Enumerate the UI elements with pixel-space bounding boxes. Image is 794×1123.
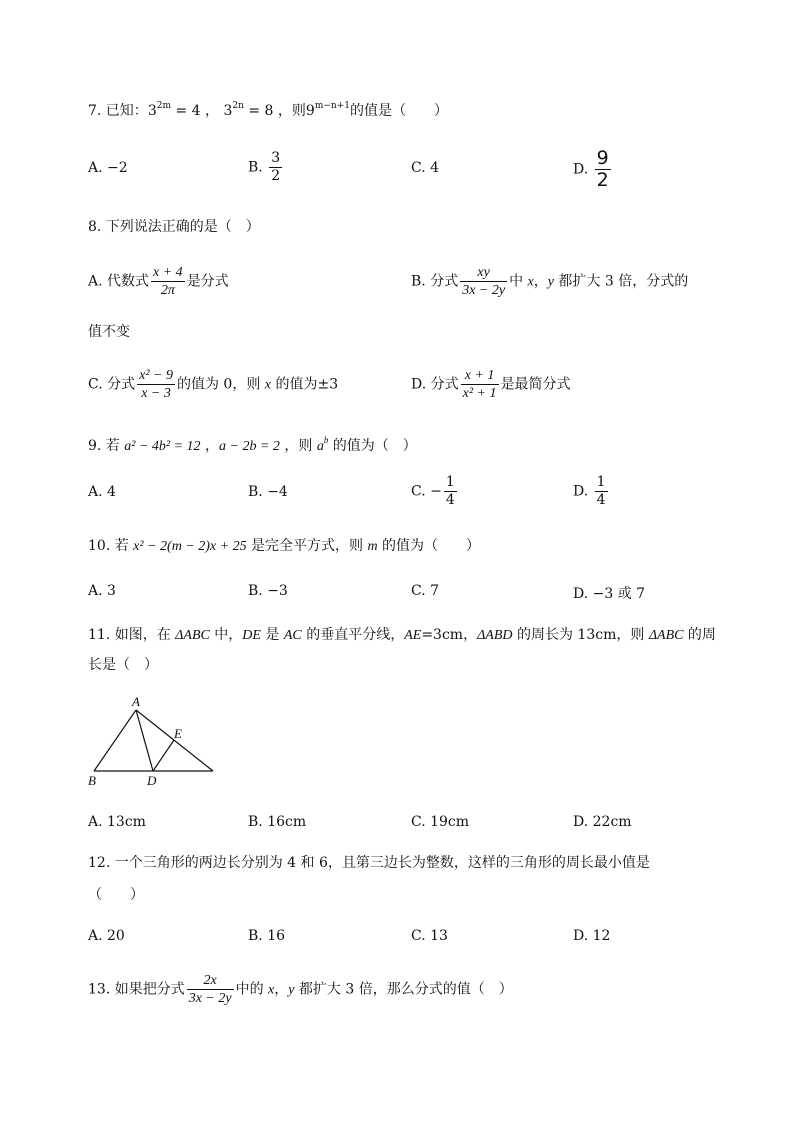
q11-stem-text-f: 的周长为 13cm，则: [512, 627, 649, 643]
q10-option-a[interactable]: A. 3: [88, 583, 116, 599]
fraction-numerator: x + 4: [153, 265, 183, 280]
q9-option-c[interactable]: [411, 474, 459, 509]
q10-variable: m: [367, 539, 378, 554]
q9-equation-2: a − 2b = 2: [219, 439, 280, 454]
q8-option-b-label: B. 分式: [411, 273, 459, 290]
vertex-label-d: D: [147, 773, 157, 788]
fraction-numerator: xy: [477, 265, 490, 280]
q11-stem-continuation: 长是（ ）: [88, 657, 158, 673]
q11-stem-text-g: 的周: [683, 627, 716, 643]
fraction-denominator: 2π: [160, 283, 175, 298]
fraction-denominator: 2: [271, 168, 281, 184]
q7-option-d[interactable]: [573, 148, 613, 191]
question-11-stem: [88, 624, 716, 644]
q8-option-c-text-1: 的值为 0，则: [176, 376, 265, 393]
q9-equation-1: a² − 4b² = 12: [124, 439, 201, 454]
q12-option-b[interactable]: B. 16: [248, 928, 286, 944]
q11-segment-ae: AE: [404, 628, 422, 643]
fraction-denominator: 4: [445, 492, 455, 508]
q7-cond2-rhs: = 8 ，则: [243, 103, 306, 119]
fraction-numerator: 1: [596, 474, 606, 490]
q13-var-x: x: [268, 982, 275, 998]
q11-option-c[interactable]: C. 19cm: [411, 814, 470, 830]
q8-option-a-label: A. 代数式: [88, 273, 150, 290]
q13-fraction: [187, 972, 234, 1007]
q11-option-b[interactable]: B. 16cm: [248, 814, 307, 830]
q10-expression: x² − 2(m − 2)x + 25: [133, 539, 247, 554]
q11-triangle-abc: ΔABC: [175, 628, 210, 643]
fraction-denominator: x − 3: [141, 386, 171, 401]
question-9-stem: [88, 435, 417, 455]
fraction-denominator: x² + 1: [462, 386, 497, 401]
q8-option-c-fraction: [137, 367, 175, 402]
q8-option-b[interactable]: [411, 264, 688, 299]
segment-de: [153, 740, 174, 771]
q11-segment-ac: AC: [283, 628, 302, 643]
q7-option-c[interactable]: C. 4: [411, 160, 440, 176]
q7-option-b-fraction: [269, 150, 282, 185]
segment-ad: [136, 710, 153, 771]
q11-option-d[interactable]: D. 22cm: [573, 814, 632, 830]
q7-option-d-label: D.: [573, 161, 589, 178]
q8-option-c-text-2: 的值为±3: [271, 376, 339, 393]
question-13-stem: [88, 972, 513, 1007]
fraction-numerator: x² − 9: [139, 368, 173, 383]
q13-stem-text: 13. 如果把分式: [88, 981, 185, 998]
q12-stem-continuation: （ ）: [88, 887, 144, 903]
q10-option-b[interactable]: B. −3: [248, 583, 288, 599]
q8-option-a-tail: 是分式: [186, 273, 229, 290]
q9-option-b[interactable]: B. −4: [248, 484, 288, 500]
q10-stem-mid: 是完全平方式，则: [246, 538, 368, 554]
q9-option-c-label: C. −: [411, 483, 442, 500]
segment-ab: [94, 710, 136, 771]
q12-option-d[interactable]: D. 12: [573, 928, 611, 944]
q10-option-c[interactable]: C. 7: [411, 583, 440, 599]
q9-option-a[interactable]: A. 4: [88, 484, 116, 500]
vertex-label-e: E: [174, 726, 182, 741]
question-12-stem: 12. 一个三角形的两边长分别为 4 和 6，且第三边长为整数，这样的三角形的周长最小值是: [88, 855, 650, 871]
fraction-numerator: 1: [445, 474, 455, 490]
q9-option-d[interactable]: [573, 474, 610, 509]
q7-option-b[interactable]: [248, 150, 284, 185]
vertex-label-b: B: [88, 773, 96, 788]
q7-cond2-exp: 2n: [232, 101, 244, 111]
q9-stem-tail: 的值为（ ）: [328, 438, 417, 454]
fraction-numerator: 9: [596, 147, 609, 169]
triangle-figure: [84, 694, 224, 790]
q9-stem-mid: ，则: [279, 438, 317, 454]
q13-stem-text-c: ，: [274, 981, 289, 998]
question-8-stem: 8. 下列说法正确的是（ ）: [88, 219, 260, 235]
q7-cond1-exp: 2m: [156, 101, 171, 111]
q7-option-b-label: B.: [248, 159, 263, 176]
q11-option-a[interactable]: A. 13cm: [88, 814, 146, 830]
fraction-denominator: 2: [596, 169, 609, 191]
fraction-numerator: 3: [271, 150, 281, 166]
q11-triangle-abd: ΔABD: [477, 628, 513, 643]
q7-cond2-base: 3: [223, 103, 233, 119]
q7-target-base: 9: [305, 103, 315, 119]
q10-stem-tail: 的值为（ ）: [377, 538, 481, 554]
q8-option-a[interactable]: [88, 264, 229, 299]
question-7-stem: [88, 100, 448, 120]
q8-option-b-var-x: x: [527, 274, 534, 290]
q8-option-d-label: D. 分式: [411, 376, 459, 393]
q9-separator: ，: [200, 438, 220, 454]
q10-option-d[interactable]: D. −3 或 7: [573, 586, 646, 602]
q12-option-a[interactable]: A. 20: [88, 928, 125, 944]
q8-option-d-tail: 是最简分式: [500, 376, 571, 393]
q7-cond1-base: 3: [147, 103, 157, 119]
q11-stem-text-b: 中，: [209, 627, 243, 643]
fraction-denominator: 3x − 2y: [462, 283, 506, 298]
q8-option-b-text-3: 都扩大 3 倍，分式的: [553, 273, 689, 290]
q8-option-c-var: x: [264, 377, 272, 393]
q8-option-b-var-y: y: [547, 274, 554, 290]
vertex-label-a: A: [132, 694, 140, 709]
q9-target-exp: b: [323, 435, 329, 445]
q7-target-exp: m−n+1: [314, 101, 350, 111]
q13-var-y: y: [288, 982, 295, 998]
q8-option-b-continuation: 值不变: [88, 324, 130, 340]
q9-stem-text: 9. 若: [88, 438, 125, 454]
q7-option-a[interactable]: A. −2: [88, 160, 128, 176]
q10-stem-text: 10. 若: [88, 538, 134, 554]
q8-option-a-fraction: [151, 264, 185, 299]
fraction-denominator: 3x − 2y: [188, 991, 232, 1006]
q12-option-c[interactable]: C. 13: [411, 928, 448, 944]
q11-stem-text-c: 是: [260, 627, 284, 643]
q8-option-c[interactable]: [88, 367, 338, 402]
q8-option-b-text-2: ，: [533, 273, 548, 290]
q9-option-d-fraction: [595, 474, 608, 509]
q7-stem-text: 7. 已知：: [88, 103, 148, 119]
q13-stem-text-d: 都扩大 3 倍，那么分式的值（ ）: [294, 981, 513, 998]
q11-segment-de: DE: [242, 628, 261, 643]
q8-option-c-label: C. 分式: [88, 376, 136, 393]
q8-option-d[interactable]: [411, 367, 571, 402]
q7-cond1-rhs: = 4 ，: [171, 103, 219, 119]
fraction-denominator: 4: [596, 492, 606, 508]
q9-option-d-label: D.: [573, 483, 589, 500]
q9-option-c-fraction: [444, 474, 457, 509]
fraction-numerator: 2x: [203, 973, 217, 988]
q7-close-paren: ）: [433, 103, 448, 119]
q9-target-base: a: [316, 439, 324, 454]
q8-option-b-text-1: 中: [509, 273, 528, 290]
q11-stem-text: 11. 如图，在: [88, 627, 176, 643]
fraction-numerator: x + 1: [464, 368, 495, 383]
q13-stem-text-b: 中的: [235, 981, 269, 998]
q11-triangle-abc-2: ΔABC: [648, 628, 684, 643]
q8-option-d-fraction: [461, 367, 499, 402]
q11-stem-text-d: 的垂直平分线，: [301, 627, 405, 643]
question-10-stem: [88, 535, 480, 555]
q11-stem-text-e: =3cm，: [421, 627, 478, 643]
q7-stem-tail: 的值是（: [349, 103, 406, 119]
q7-option-d-fraction: [595, 148, 611, 191]
q8-option-b-fraction: [460, 264, 507, 299]
